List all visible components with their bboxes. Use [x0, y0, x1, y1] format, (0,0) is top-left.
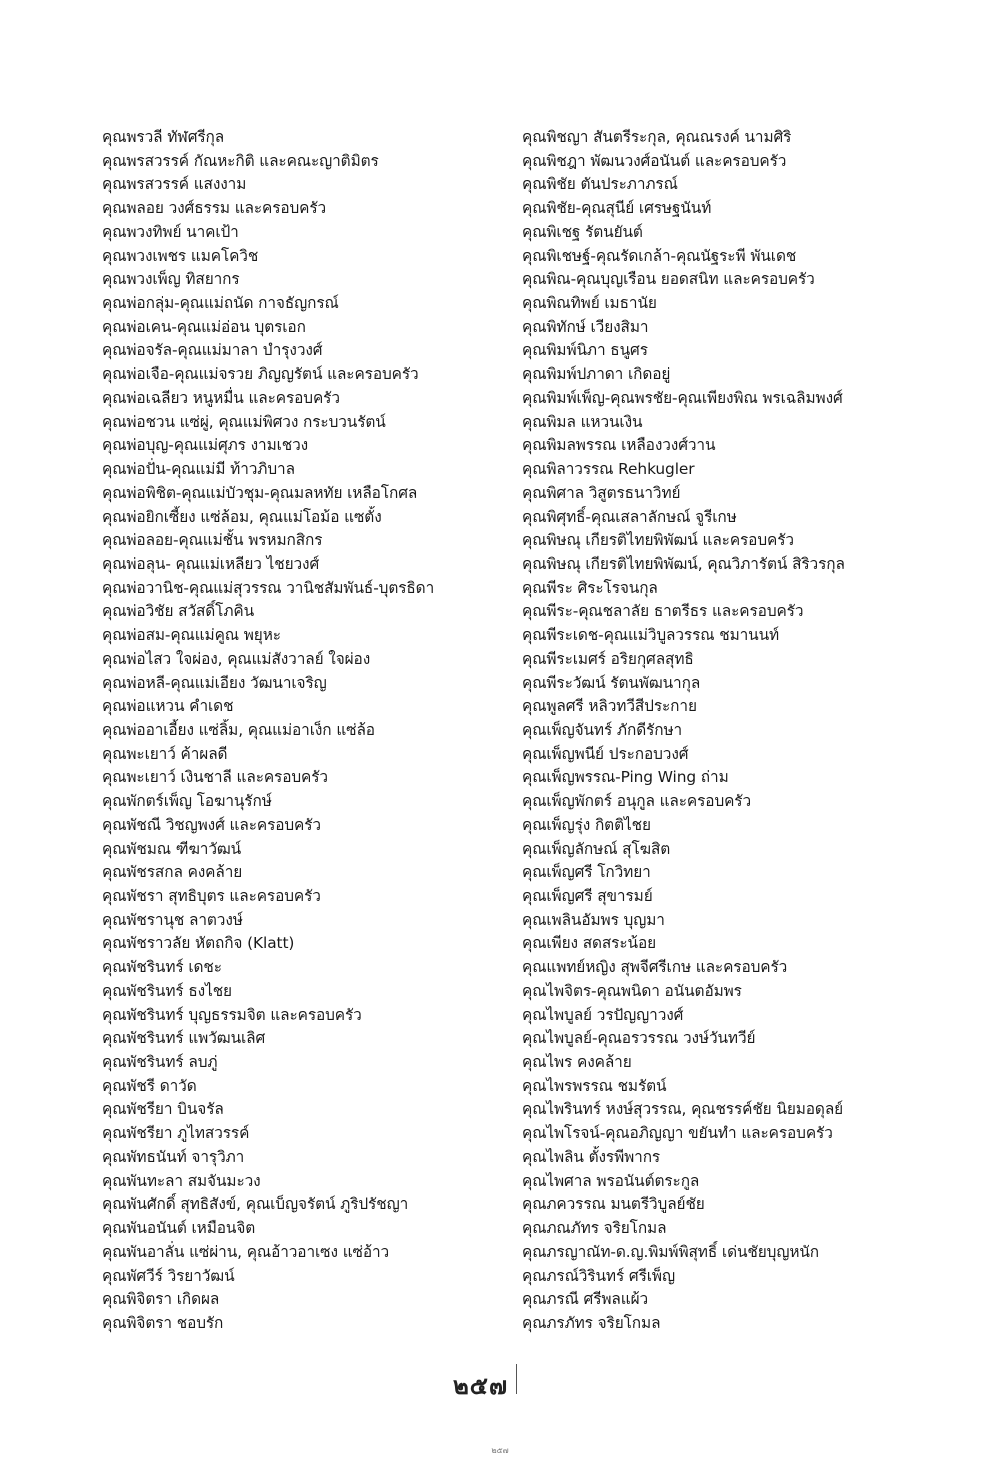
donor-name-entry: คุณไพรพรรณ ชมรัตน์	[522, 1076, 667, 1095]
donor-name-entry: คุณภรภัทร จริยโกมล	[522, 1313, 661, 1332]
donor-name-entry: คุณพิเชษฐ์-คุณรัดเกล้า-คุณนัฐระพี พันเดช	[522, 246, 797, 265]
donor-name-entry: คุณพัชรินทร์ ธงไชย	[102, 981, 232, 1000]
donor-name-entry: คุณพิจิตรา เกิดผล	[102, 1290, 220, 1309]
donor-name-entry: คุณพะเยาว์ ค้าผลดี	[102, 744, 228, 763]
donor-name-entry: คุณพะเยาว์ เงินชาลี และครอบครัว	[102, 768, 328, 787]
donor-name-entry: คุณไพจิตร-คุณพนิดา อนันตอัมพร	[522, 981, 742, 1000]
donor-name-entry: คุณไพรินทร์ หงษ์สุวรรณ, คุณชรรค์ชัย นิยมอดุลย์	[522, 1100, 844, 1119]
donor-name-entry: คุณพีระ-คุณชลาลัย ธาตรีธร และครอบครัว	[522, 602, 804, 621]
donor-name-entry: คุณภรณี ศรีพลแผ้ว	[522, 1290, 649, 1309]
donor-name-entry: คุณภณภัทร จริยโกมล	[522, 1219, 667, 1238]
donor-name-entry: คุณพิษณุ เกียรติไทยพิพัฒน์, คุณวิภารัตน์ สิริวรกุล	[522, 554, 845, 573]
donor-name-entry: คุณพ่อเคน-คุณแม่อ่อน บุตรเอก	[102, 317, 306, 336]
donor-name-entry: คุณพ่อเจือ-คุณแม่จรวย ภิญญรัตน์ และครอบครัว	[102, 365, 419, 384]
donor-name-entry: คุณพิณทิพย์ เมธานัย	[522, 294, 657, 313]
donor-name-entry: คุณพ่อแหวน คำเดช	[102, 697, 234, 716]
donor-name-entry: คุณพลอย วงศ์ธรรม และครอบครัว	[102, 199, 327, 218]
donor-name-entry: คุณพัชรียา บินจรัล	[102, 1100, 224, 1119]
donor-name-entry: คุณพัชรานุช ลาตวงษ์	[102, 910, 243, 929]
donor-name-entry: คุณพัชรสกล คงคล้าย	[102, 863, 243, 882]
donor-name-entry: คุณพิลาวรรณ Rehkugler	[522, 460, 695, 479]
donor-name-entry: คุณพูลศรี หลิวทวีสีประกาย	[522, 697, 697, 716]
donor-name-entry: คุณพิเชฐ รัตนยันต์	[522, 222, 643, 241]
donor-name-entry: คุณแพทย์หญิง สุพจีศรีเกษ และครอบครัว	[522, 958, 788, 977]
donor-name-entry: คุณเพ็ญพักตร์ อนุกูล และครอบครัว	[522, 792, 752, 811]
donor-name-entry: คุณไพร คงคล้าย	[522, 1053, 632, 1072]
donor-name-entry: คุณเพ็ญศรี โกวิทยา	[522, 863, 651, 882]
donor-name-entry: คุณพิชัย-คุณสุนีย์ เศรษฐนันท์	[522, 199, 712, 218]
donor-name-entry: คุณพัทธนันท์ จารุวิภา	[102, 1147, 245, 1166]
donor-name-entry: คุณเพ็ญศรี สุขารมย์	[522, 887, 653, 905]
donor-name-entry: คุณพิมล แหวนเงิน	[522, 412, 643, 431]
donor-name-entry: คุณพวงเพ็ญ ทิสยากร	[102, 270, 240, 289]
donor-name-entry: คุณพ่ออาเอี้ยง แซ่ลิ้ม, คุณแม่อาเง็ก แซ่ล้อ	[102, 720, 375, 739]
donor-name-entry: คุณพีระเมศร์ อริยกุศลสุทธิ	[522, 649, 694, 668]
donor-name-entry: คุณพ่อวานิช-คุณแม่สุวรรณ วานิชสัมพันธ์-บุตรธิดา	[102, 578, 435, 597]
footer-page-number: ๒๕๗	[491, 1446, 509, 1455]
donor-name-entry: คุณเพียง สดสระน้อย	[522, 934, 657, 953]
donor-name-entry: คุณพันทะลา สมจันมะวง	[102, 1171, 261, 1190]
donor-name-entry: คุณพัชรินทร์ เดชะ	[102, 958, 222, 977]
page-number: ๒๕๗	[452, 1371, 508, 1400]
page-number-divider	[516, 1364, 517, 1394]
donor-name-entry: คุณพ่อยิกเซี้ยง แซ่ล้อม, คุณแม่โอม้อ แซตั้ง	[102, 507, 382, 526]
donor-name-entry: คุณพ่อเฉลียว หนูหมื่น และครอบครัว	[102, 388, 340, 407]
donor-name-entry: คุณเพ็ญลักษณ์ สุโฆสิต	[522, 839, 671, 858]
donor-name-entry: คุณพัชรินทร์ ลบภู่	[102, 1053, 218, 1072]
left-name-column	[102, 126, 502, 1336]
donor-name-entry: คุณพัชรินทร์ แพวัฒนเลิศ	[102, 1029, 266, 1048]
donor-name-entry: คุณพิมพ์เพ็ญ-คุณพรชัย-คุณเพียงพิณ พรเฉลิมพงศ์	[522, 388, 843, 407]
donor-name-entry: คุณพรสวรรค์ แสงงาม	[102, 175, 247, 194]
donor-name-entry: คุณพ่อพิชิต-คุณแม่บัวชุม-คุณมลหทัย เหลือโกศล	[102, 483, 418, 502]
donor-name-entry: คุณพ่อวิชัย สวัสดิ์โภคิน	[102, 602, 255, 621]
donor-name-entry: คุณพ่อกลุ่ม-คุณแม่ถนัด กาจธัญกรณ์	[102, 294, 339, 313]
donor-name-entry: คุณพ่อลอย-คุณแม่ชั้น พรหมกสิกร	[102, 531, 323, 550]
donor-name-entry: คุณพิษณุ เกียรติไทยพิพัฒน์ และครอบครัว	[522, 531, 794, 550]
donor-name-entry: คุณเพ็ญพนีย์ ประกอบวงศ์	[522, 744, 689, 763]
donor-name-entry: คุณพ่อสม-คุณแม่คูณ พยุหะ	[102, 626, 281, 645]
donor-name-entry: คุณพีระ ศิระโรจนกุล	[522, 578, 658, 597]
folio	[0, 1364, 1000, 1404]
donor-name-entry: คุณพ่อหลี-คุณแม่เอียง วัฒนาเจริญ	[102, 673, 327, 692]
donor-name-entry: คุณไพบูลย์-คุณอรวรรณ วงษ์วันทวีย์	[522, 1029, 756, 1048]
donor-name-entry: คุณไพลิน ตั้งรพีพากร	[522, 1147, 661, 1166]
donor-name-entry: คุณพิจิตรา ชอบรัก	[102, 1313, 224, 1332]
donor-name-entry: คุณพ่อไสว ใจผ่อง, คุณแม่สังวาลย์ ใจผ่อง	[102, 649, 371, 668]
donor-name-entry: คุณพีระเดช-คุณแม่วิบูลวรรณ ชมานนท์	[522, 626, 780, 645]
donor-name-entry: คุณพัชมณ ฑีฆาวัฒน์	[102, 839, 242, 858]
donor-name-entry: คุณเพ็ญรุ่ง กิตติไชย	[522, 815, 651, 834]
donor-name-entry: คุณพัชรา สุทธิบุตร และครอบครัว	[102, 887, 321, 905]
donor-name-entry: คุณพ่อบุญ-คุณแม่ศุภร งามเชวง	[102, 436, 309, 455]
donor-name-entry: คุณพันศักดิ์ สุทธิสังข์, คุณเบ็ญจรัตน์ ภูริปรัชญา	[102, 1195, 409, 1214]
donor-name-entry: คุณพัชรินทร์ บุญธรรมจิต และครอบครัว	[102, 1005, 362, 1024]
donor-name-entry: คุณไพศาล พรอนันต์ตระกูล	[522, 1171, 700, 1190]
donor-name-entry: คุณภรญาณัท-ด.ญ.พิมพ์พิสุทธิ์ เด่นชัยบุญหนัก	[522, 1242, 820, 1261]
donor-name-entry: คุณพิณ-คุณบุญเรือน ยอดสนิท และครอบครัว	[522, 270, 815, 289]
donor-name-entry: คุณพิศาล วิสูตรธนาวิทย์	[522, 483, 681, 502]
donor-name-entry: คุณพวงเพชร แมคโควิช	[102, 246, 259, 265]
donor-name-entry: คุณเพลินอัมพร บุญมา	[522, 910, 665, 929]
donor-name-entry: คุณพีระวัฒน์ รัตนพัฒนากุล	[522, 673, 701, 692]
donor-name-entry: คุณพิมพ์ปภาดา เกิดอยู่	[522, 365, 671, 384]
donor-name-entry: คุณพิมลพรรณ เหลืองวงศ์วาน	[522, 436, 716, 455]
donor-name-entry: คุณพัชณี วิชญพงศ์ และครอบครัว	[102, 815, 321, 834]
donor-name-entry: คุณพันอาลั่น แซ่ผ่าน, คุณอ้าวอาเซง แซ่อ้าว	[102, 1242, 390, 1261]
donor-name-entry: คุณพิชญา สันตรีระกุล, คุณณรงค์ นามศิริ	[522, 128, 792, 146]
donor-name-entry: คุณไพบูลย์ วรปัญญาวงศ์	[522, 1005, 684, 1024]
donor-name-entry: คุณเพ็ญจันทร์ ภักดีรักษา	[522, 720, 683, 739]
donor-name-entry: คุณพันอนันต์ เหมือนจิต	[102, 1219, 256, 1238]
donor-name-entry: คุณพิชัย ตันประภาภรณ์	[522, 175, 678, 194]
donor-name-entry: คุณไพโรจน์-คุณอภิญญา ขยันทำ และครอบครัว	[522, 1124, 833, 1143]
donor-name-entry: คุณพรวลี ทัฬศรีกุล	[102, 128, 225, 146]
donor-name-entry: คุณภรณ์วิรินทร์ ศรีเพ็ญ	[522, 1266, 675, 1285]
donor-name-entry: คุณพัชราวลัย หัตถกิจ (Klatt)	[102, 934, 295, 953]
donor-name-entry: คุณพัชรี ดาวัด	[102, 1076, 197, 1095]
donor-name-entry: คุณเพ็ญพรรณ-Ping Wing ถ่าม	[522, 768, 729, 787]
donor-name-entry: คุณพักตร์เพ็ญ โอฆานุรักษ์	[102, 792, 272, 811]
donor-name-entry: คุณพ่อปั่น-คุณแม่มี ท้าวภิบาล	[102, 460, 295, 479]
donor-name-entry: คุณพิศุทธิ์-คุณเสลาลักษณ์ จูรีเกษ	[522, 507, 737, 526]
donor-name-entry: คุณพิทักษ์ เวียงสิมา	[522, 317, 649, 336]
donor-name-entry: คุณพัศวีร์ วิรยาวัฒน์	[102, 1266, 235, 1285]
donor-name-entry: คุณพรสวรรค์ กัณหะกิติ และคณะญาติมิตร	[102, 151, 379, 170]
right-name-column	[522, 126, 962, 1336]
donor-name-entry: คุณพ่อลุน- คุณแม่เหลียว ไชยวงศ์	[102, 554, 320, 573]
donor-name-entry: คุณพวงทิพย์ นาคเป้า	[102, 222, 239, 241]
donor-name-entry: คุณพ่อจรัล-คุณแม่มาลา บำรุงวงศ์	[102, 341, 323, 360]
donor-name-entry: คุณพ่อชวน แซ่ผู่, คุณแม่พิศวง กระบวนรัตน์	[102, 412, 386, 431]
donor-name-entry: คุณพิชฎา พัฒนวงศ์อนันต์ และครอบครัว	[522, 151, 787, 170]
donor-name-entry: คุณพิมพ์นิภา ธนูศร	[522, 341, 648, 360]
donor-name-entry: คุณภควรรณ มนตรีวิบูลย์ชัย	[522, 1195, 705, 1214]
donor-name-entry: คุณพัชรียา ภูไทสวรรค์	[102, 1124, 250, 1143]
